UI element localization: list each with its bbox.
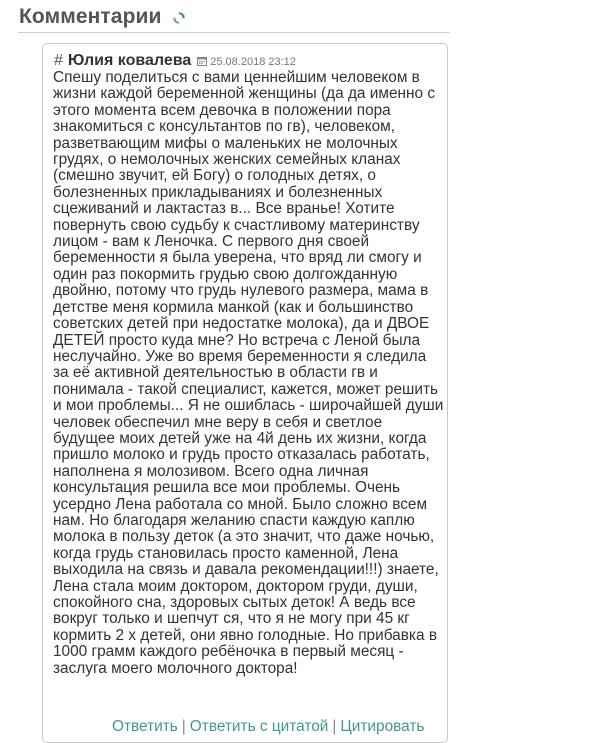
quote-link[interactable]: Цитировать [340, 718, 425, 735]
calendar-icon [197, 53, 207, 63]
comment-date: 25.08.2018 23:12 [210, 56, 296, 68]
header-divider [18, 32, 450, 33]
comment-header [54, 52, 296, 70]
comment-anchor-link[interactable]: # [54, 52, 63, 69]
comment-actions [112, 718, 424, 736]
reply-with-quote-link[interactable]: Ответить с цитатой [189, 718, 329, 735]
comment-text: Спешу поделиться с вами ценнейшим человеком в жизни каждой беременной женщины (да да именно с этого момента всем девочка в положении пора знакомиться с консультантов по гв), человеком, разветвающим мифы о маленьких не молочных грудях, о немолочных женских семейных кланах (смешно звучит, ей Богу) о голодных детях, о болезненных прикладываниях и болезненных сцеживаний и лактастаз в... Все вранье! Хотите повернуть свою судьбу к счастливому материнству лицом - вам к Леночка. С первого дня своей беременности я была уверена, что вряд ли смогу и один раз покормить грудью свою долгожданную двойню, потому что грудь нулевого размера, мама в детстве меня кормила манкой (как и большинство советских детей при недостатке молока), да и ДВОЕ ДЕТЕЙ просто куда мне? Но встреча с Леной была неслучайно. Уже во время беременности я следила за её активной деятельностью в области гв и понимала - такой специалист, кажется, может решить и мои проблемы... Я не ошиблась - широчайшей души человек обеспечил мне веру в себя и светлое будущее моих детей уже на 4й день их жизни, когда пришло молоко и грудь просто отказалась работать, наполнена я молозивом. Всего одна личная консультация решила все мои проблемы. Очень усердно Лена работала со мной. Было сложно всем нам. Но благодаря желанию спасти каждую каплю молока в пользу деток (а это значит, что даже ночью, когда грудь становилась просто каменной, Лена выходила на связь и давала рекомендации!!!) знаете, Лена стала моим доктором, доктором груди, души, спокойного сна, здоровых сытых деток! А ведь все вокруг только и шепчут ся, что я не могу при 45 кг кормить 2 х детей, они явно голодные. Но прибавка в 1000 грамм каждого ребёночка в первый месяц - заслуга моего молочного доктора! [53, 69, 444, 677]
reply-link[interactable]: Ответить [112, 718, 178, 735]
comment-author: Юлия ковалева [67, 52, 192, 69]
refresh-icon[interactable] [172, 11, 186, 25]
comments-title: Комментарии [19, 5, 162, 28]
action-separator: | [181, 718, 186, 735]
comments-header [19, 2, 186, 32]
action-separator: | [332, 718, 337, 735]
